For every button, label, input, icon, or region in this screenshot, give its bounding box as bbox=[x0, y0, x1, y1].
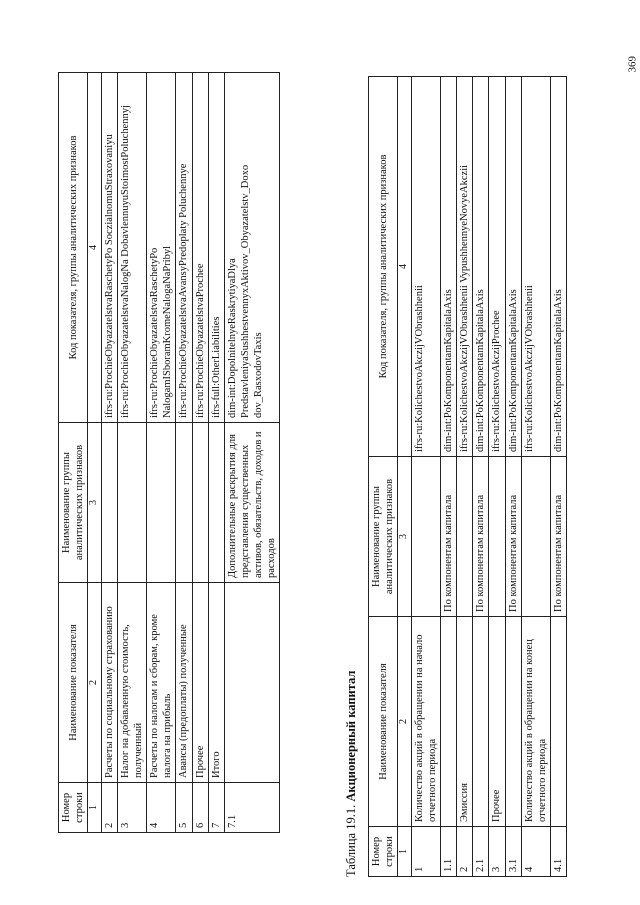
indicator-code-cell: ifrs-ru:ProchieObyazatelstvaAvansyPredoplaty Poluchennye bbox=[176, 73, 192, 423]
column-number: 1 bbox=[88, 783, 102, 833]
indicator-code-cell: ifrs-ru:ProchieObyazatelstvaProchee bbox=[192, 73, 208, 423]
indicator-name-cell bbox=[224, 583, 280, 783]
table-row bbox=[101, 73, 117, 833]
header-cell: Наименование показателя bbox=[59, 583, 88, 783]
column-number: 4 bbox=[398, 77, 412, 457]
table-row bbox=[550, 77, 566, 877]
column-number: 4 bbox=[88, 73, 102, 423]
indicator-name-cell: Налог на добавленную стоимость, полученный bbox=[117, 583, 146, 783]
analytic-group-cell: По компонентам капитала bbox=[505, 457, 521, 617]
indicator-code-cell: ifrs-full:OtherLiabilities bbox=[208, 73, 224, 423]
row-number-cell: 6 bbox=[192, 783, 208, 833]
data-table bbox=[58, 72, 280, 833]
analytic-group-cell bbox=[176, 423, 192, 583]
table-row bbox=[457, 77, 473, 877]
column-number: 2 bbox=[88, 583, 102, 783]
row-number-cell: 2.1 bbox=[473, 827, 489, 877]
indicator-code-cell: dim-int:PoKomponentamKapitalaAxis bbox=[441, 77, 457, 457]
table-row bbox=[176, 73, 192, 833]
column-number: 1 bbox=[398, 827, 412, 877]
indicator-name-cell: Расчеты по налогам и сборам, кроме налога на прибыль bbox=[147, 583, 176, 783]
column-number-row bbox=[398, 77, 412, 877]
table-row bbox=[117, 73, 146, 833]
analytic-group-cell bbox=[117, 423, 146, 583]
table-title bbox=[344, 671, 359, 877]
analytic-group-cell: Дополнительные раскрытия для представления существенных активов, обязательств, доходов и расходов bbox=[224, 423, 280, 583]
table-row bbox=[473, 77, 489, 877]
table-row bbox=[192, 73, 208, 833]
row-number-cell: 2 bbox=[457, 827, 473, 877]
row-number-cell: 5 bbox=[176, 783, 192, 833]
table-row bbox=[147, 73, 176, 833]
table-row bbox=[489, 77, 505, 877]
table-row bbox=[441, 77, 457, 877]
indicator-name-cell: Авансы (предоплаты) полученные bbox=[176, 583, 192, 783]
header-cell: Наименование показателя bbox=[369, 617, 398, 827]
row-number-cell: 4 bbox=[521, 827, 550, 877]
row-number-cell: 3 bbox=[489, 827, 505, 877]
analytic-group-cell: По компонентам капитала bbox=[473, 457, 489, 617]
analytic-group-cell bbox=[101, 423, 117, 583]
indicator-name-cell: Итого bbox=[208, 583, 224, 783]
indicator-code-cell: ifrs-ru:ProchieObyazatelstvaRaschetyPo NalogamISboramKromeNalogaNaPribyl bbox=[147, 73, 176, 423]
table-title-label: Таблица 19.1. bbox=[344, 804, 358, 877]
header-cell: Наименование группы аналитических признаков bbox=[59, 423, 88, 583]
row-number-cell: 3.1 bbox=[505, 827, 521, 877]
indicator-code-cell: dim-int:PoKomponentamKapitalaAxis bbox=[550, 77, 566, 457]
table-title-text: Акционерный капитал bbox=[344, 670, 358, 802]
indicator-name-cell: Расчеты по социальному страхованию bbox=[101, 583, 117, 783]
indicator-name-cell: Количество акций в обращении на конец отчетного периода bbox=[521, 617, 550, 827]
indicator-name-cell bbox=[505, 617, 521, 827]
column-number: 3 bbox=[398, 457, 412, 617]
analytic-group-cell bbox=[521, 457, 550, 617]
table-body bbox=[101, 73, 280, 833]
header-cell: Наименование группы аналитических признаков bbox=[369, 457, 398, 617]
analytic-group-cell bbox=[489, 457, 505, 617]
column-number: 2 bbox=[398, 617, 412, 827]
indicator-code-cell: ifrs-ru:ProchieObyazatelstvaRaschetyPo SoczialnomuStraxovaniyu bbox=[101, 73, 117, 423]
row-number-cell: 1 bbox=[411, 827, 440, 877]
header-cell: Код показателя, группы аналитических признаков bbox=[369, 77, 398, 457]
table-row bbox=[224, 73, 280, 833]
indicator-name-cell: Прочее bbox=[489, 617, 505, 827]
indicator-name-cell: Эмиссия bbox=[457, 617, 473, 827]
data-table bbox=[368, 76, 567, 877]
analytic-group-cell: По компонентам капитала bbox=[550, 457, 566, 617]
table-row bbox=[208, 73, 224, 833]
indicator-code-cell: dim-int:PoKomponentamKapitalaAxis bbox=[473, 77, 489, 457]
analytic-group-cell bbox=[411, 457, 440, 617]
indicator-name-cell bbox=[441, 617, 457, 827]
analytic-group-cell bbox=[208, 423, 224, 583]
table-row bbox=[521, 77, 550, 877]
row-number-cell: 2 bbox=[101, 783, 117, 833]
indicator-code-cell: dim-int:DopolnitelnyeRaskrytiyaDlya PredstavleniyaSushhestvennyxAktivov_Obyazatelstv_Doxo dov_RasxodovTaxis bbox=[224, 73, 280, 423]
table-body bbox=[411, 77, 566, 877]
indicator-name-cell bbox=[473, 617, 489, 827]
header-row bbox=[369, 77, 398, 877]
row-number-cell: 3 bbox=[117, 783, 146, 833]
table-row bbox=[411, 77, 440, 877]
indicator-name-cell: Прочее bbox=[192, 583, 208, 783]
header-cell: Номер строки bbox=[59, 783, 88, 833]
row-number-cell: 1.1 bbox=[441, 827, 457, 877]
row-number-cell: 4 bbox=[147, 783, 176, 833]
analytic-group-cell: По компонентам капитала bbox=[441, 457, 457, 617]
analytic-group-cell bbox=[192, 423, 208, 583]
page-number: 369 bbox=[626, 56, 638, 73]
row-number-cell: 4.1 bbox=[550, 827, 566, 877]
table-row bbox=[505, 77, 521, 877]
header-cell: Номер строки bbox=[369, 827, 398, 877]
column-number-row bbox=[88, 73, 102, 833]
indicator-code-cell: ifrs-ru:KolichestvoAkczijVObrashhenii bbox=[411, 77, 440, 457]
indicator-code-cell: ifrs-ru:ProchieObyazatelstvaNalogNa DobavlennuyuStoimostPoluchennyj bbox=[117, 73, 146, 423]
analytic-group-cell bbox=[147, 423, 176, 583]
indicator-code-cell: ifrs-ru:KolichestvoAkczijVObrashhenii VypushhennyeNovyeAkczii bbox=[457, 77, 473, 457]
indicator-code-cell: ifrs-ru:KolichestvoAkczijProchee bbox=[489, 77, 505, 457]
indicator-name-cell bbox=[550, 617, 566, 827]
table-share-capital bbox=[344, 77, 567, 877]
indicator-code-cell: ifrs-ru:KolichestvoAkczijVObrashhenii bbox=[521, 77, 550, 457]
header-cell: Код показателя, группы аналитических признаков bbox=[59, 73, 88, 423]
analytic-group-cell bbox=[457, 457, 473, 617]
row-number-cell: 7.1 bbox=[224, 783, 280, 833]
row-number-cell: 7 bbox=[208, 783, 224, 833]
column-number: 3 bbox=[88, 423, 102, 583]
indicator-code-cell: dim-int:PoKomponentamKapitalaAxis bbox=[505, 77, 521, 457]
header-row bbox=[59, 73, 88, 833]
table-other-liabilities bbox=[58, 73, 280, 833]
indicator-name-cell: Количество акций в обращении на начало отчетного периода bbox=[411, 617, 440, 827]
